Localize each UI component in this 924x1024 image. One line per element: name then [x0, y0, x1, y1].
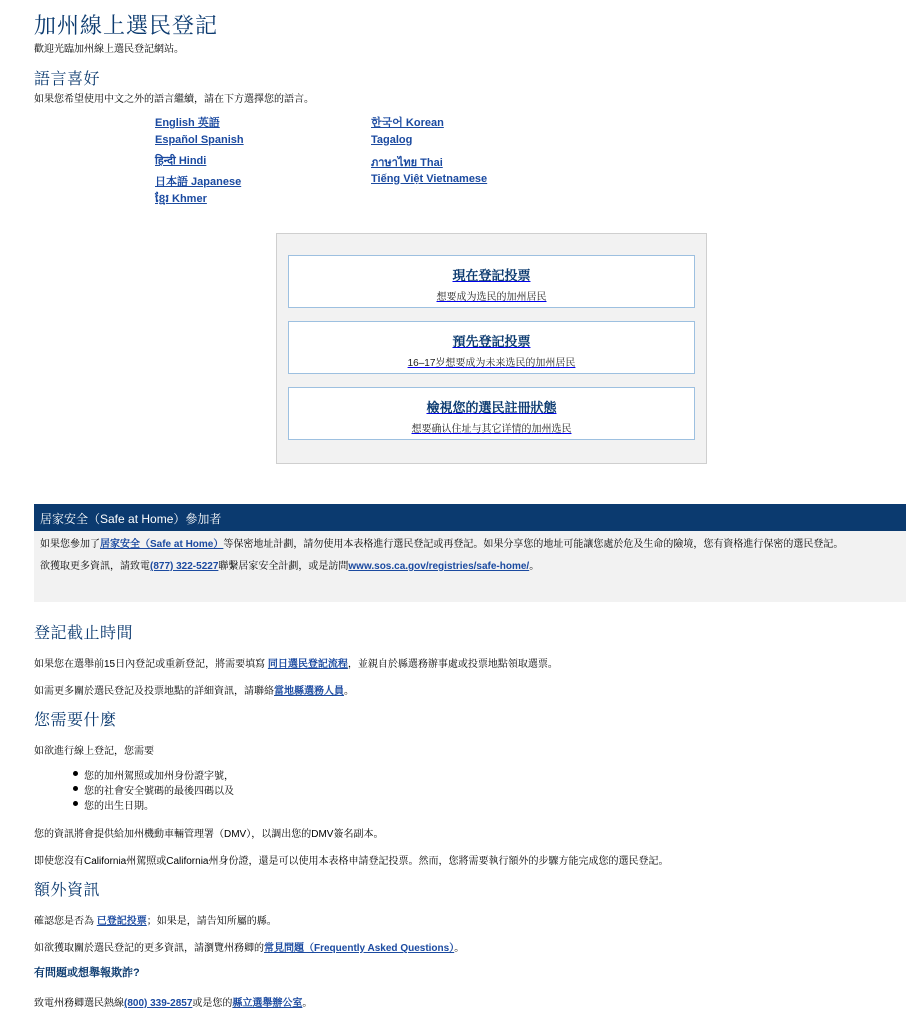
fraud-paragraph [34, 994, 312, 1009]
language-item [371, 114, 487, 134]
language-link-english[interactable]: English 英語 [155, 117, 220, 129]
option-title: 檢視您的選民註冊狀態 [426, 400, 557, 415]
safe-at-home-link[interactable]: 居家安全（Safe at Home） [100, 539, 224, 550]
language-link-vietnamese[interactable]: Tiếng Việt Vietnamese [371, 172, 488, 185]
option-subtitle: 16–17岁想要成为未来选民的加州居民 [407, 358, 576, 369]
language-description: 如果您希望使用中文之外的語言繼續，請在下方選擇您的語言。 [34, 94, 314, 105]
language-item [155, 153, 244, 173]
page-title: 加州線上選民登記 [34, 13, 219, 38]
text: 。 [344, 686, 354, 697]
language-item [371, 173, 487, 193]
language-item [371, 134, 487, 154]
dmv-paragraph: 您的資訊將會提供給加州機動車輛管理署（DMV），以調出您的DMV簽名副本。 [34, 829, 384, 840]
check-status-button[interactable] [288, 387, 695, 440]
language-link-korean[interactable]: 한국어 Korean [371, 117, 444, 129]
text: 如果您在選舉前15日內登記或重新登記，將需要填寫 [34, 659, 268, 670]
text: 。 [454, 943, 465, 954]
deadline-heading: 登記截止時間 [34, 625, 134, 642]
text: 。 [302, 998, 313, 1009]
language-item [155, 173, 244, 193]
safe-at-home-phone-link[interactable]: (877) 322-5227 [150, 561, 219, 572]
language-link-tagalog[interactable]: Tagalog [371, 133, 413, 146]
text: 等保密地址計劃，請勿使用本表格進行選民登記或再登記。如果分享您的地址可能讓您處於危及生命的險境，您有資格進行保密的選民登記。 [223, 539, 844, 550]
text: 如需更多關於選民登記及投票地點的詳細資訊，請聯絡 [34, 686, 274, 697]
extra-info-heading: 額外資訊 [34, 882, 101, 899]
text: 確認您是否為 [34, 916, 97, 927]
language-item [371, 153, 487, 173]
deadline-contact-paragraph [34, 682, 354, 697]
preregister-button[interactable] [288, 321, 695, 374]
already-registered-link[interactable]: 已登記投票 [96, 916, 147, 927]
language-link-thai[interactable]: ภาษาไทย Thai [371, 157, 443, 169]
county-elections-office-link[interactable]: 縣立選舉辦公室 [232, 998, 303, 1009]
deadline-paragraph [34, 655, 558, 670]
needs-heading: 您需要什麼 [34, 712, 117, 729]
needs-list [70, 767, 234, 812]
option-subtitle: 想要成为选民的加州居民 [436, 292, 547, 303]
language-item [155, 134, 244, 154]
option-title: 預先登記投票 [452, 334, 531, 349]
language-list-left [155, 114, 244, 212]
faq-paragraph [34, 939, 464, 954]
fraud-heading: 有問題或想舉報欺詐? [34, 967, 140, 979]
list-item: 您的加州駕照或加州身份證字號， [70, 767, 234, 782]
no-license-paragraph: 即使您沒有California州駕照或California州身份證，還是可以使用本表格申請登記投票。然而，您將需要執行額外的步驟方能完成您的選民登記。 [34, 856, 669, 867]
list-item: 您的社會安全號碼的最後四碼以及 [70, 782, 234, 797]
language-heading: 語言喜好 [34, 71, 101, 88]
text: ，並親自於縣選務辦事處或投票地點領取選票。 [347, 659, 558, 670]
faq-link[interactable]: 常見問題（Frequently Asked Questions） [264, 943, 455, 954]
option-title: 現在登記投票 [452, 268, 531, 283]
registered-check-paragraph [34, 912, 277, 927]
safe-at-home-contact [40, 559, 900, 575]
language-link-japanese[interactable]: 日本語 Japanese [155, 175, 242, 188]
language-link-khmer[interactable]: ខ្មែរ Khmer [155, 193, 207, 205]
text: 。 [529, 561, 540, 572]
safe-at-home-heading: 居家安全（Safe at Home）參加者 [34, 504, 906, 531]
text: 如欲獲取關於選民登記的更多資訊，請瀏覽州務卿的 [34, 943, 264, 954]
safe-at-home-paragraph [40, 537, 900, 553]
safe-at-home-url-link[interactable]: www.sos.ca.gov/registries/safe-home/ [348, 561, 530, 572]
text: 如果您參加了 [40, 539, 100, 550]
register-now-button[interactable] [288, 255, 695, 308]
safe-at-home-body [34, 531, 906, 602]
registration-options-panel [276, 233, 707, 464]
text: 致電州務卿選民熱線 [34, 998, 124, 1009]
needs-intro: 如欲進行線上登記，您需要 [34, 746, 154, 757]
text: 聯繫居家安全計劃，或是訪問 [218, 561, 349, 572]
language-list-right [371, 114, 487, 192]
voter-hotline-phone-link[interactable]: (800) 339-2857 [124, 998, 193, 1009]
list-item: 您的出生日期。 [70, 797, 234, 812]
text: 或是您的 [192, 998, 233, 1009]
language-item [155, 114, 244, 134]
language-link-spanish[interactable]: Español Spanish [155, 133, 244, 146]
text: 欲獲取更多資訊，請致電 [40, 561, 150, 572]
same-day-registration-link[interactable]: 同日選民登記流程 [267, 659, 348, 670]
text: ；如果是，請告知所屬的縣。 [146, 916, 277, 927]
county-elections-official-link[interactable]: 當地縣選務人員 [274, 686, 344, 697]
language-link-hindi[interactable]: हिन्दी Hindi [155, 155, 207, 167]
language-item [155, 192, 244, 212]
option-subtitle: 想要确认住址与其它详情的加州选民 [411, 424, 572, 435]
welcome-text: 歡迎光臨加州線上選民登記網站。 [34, 44, 184, 55]
